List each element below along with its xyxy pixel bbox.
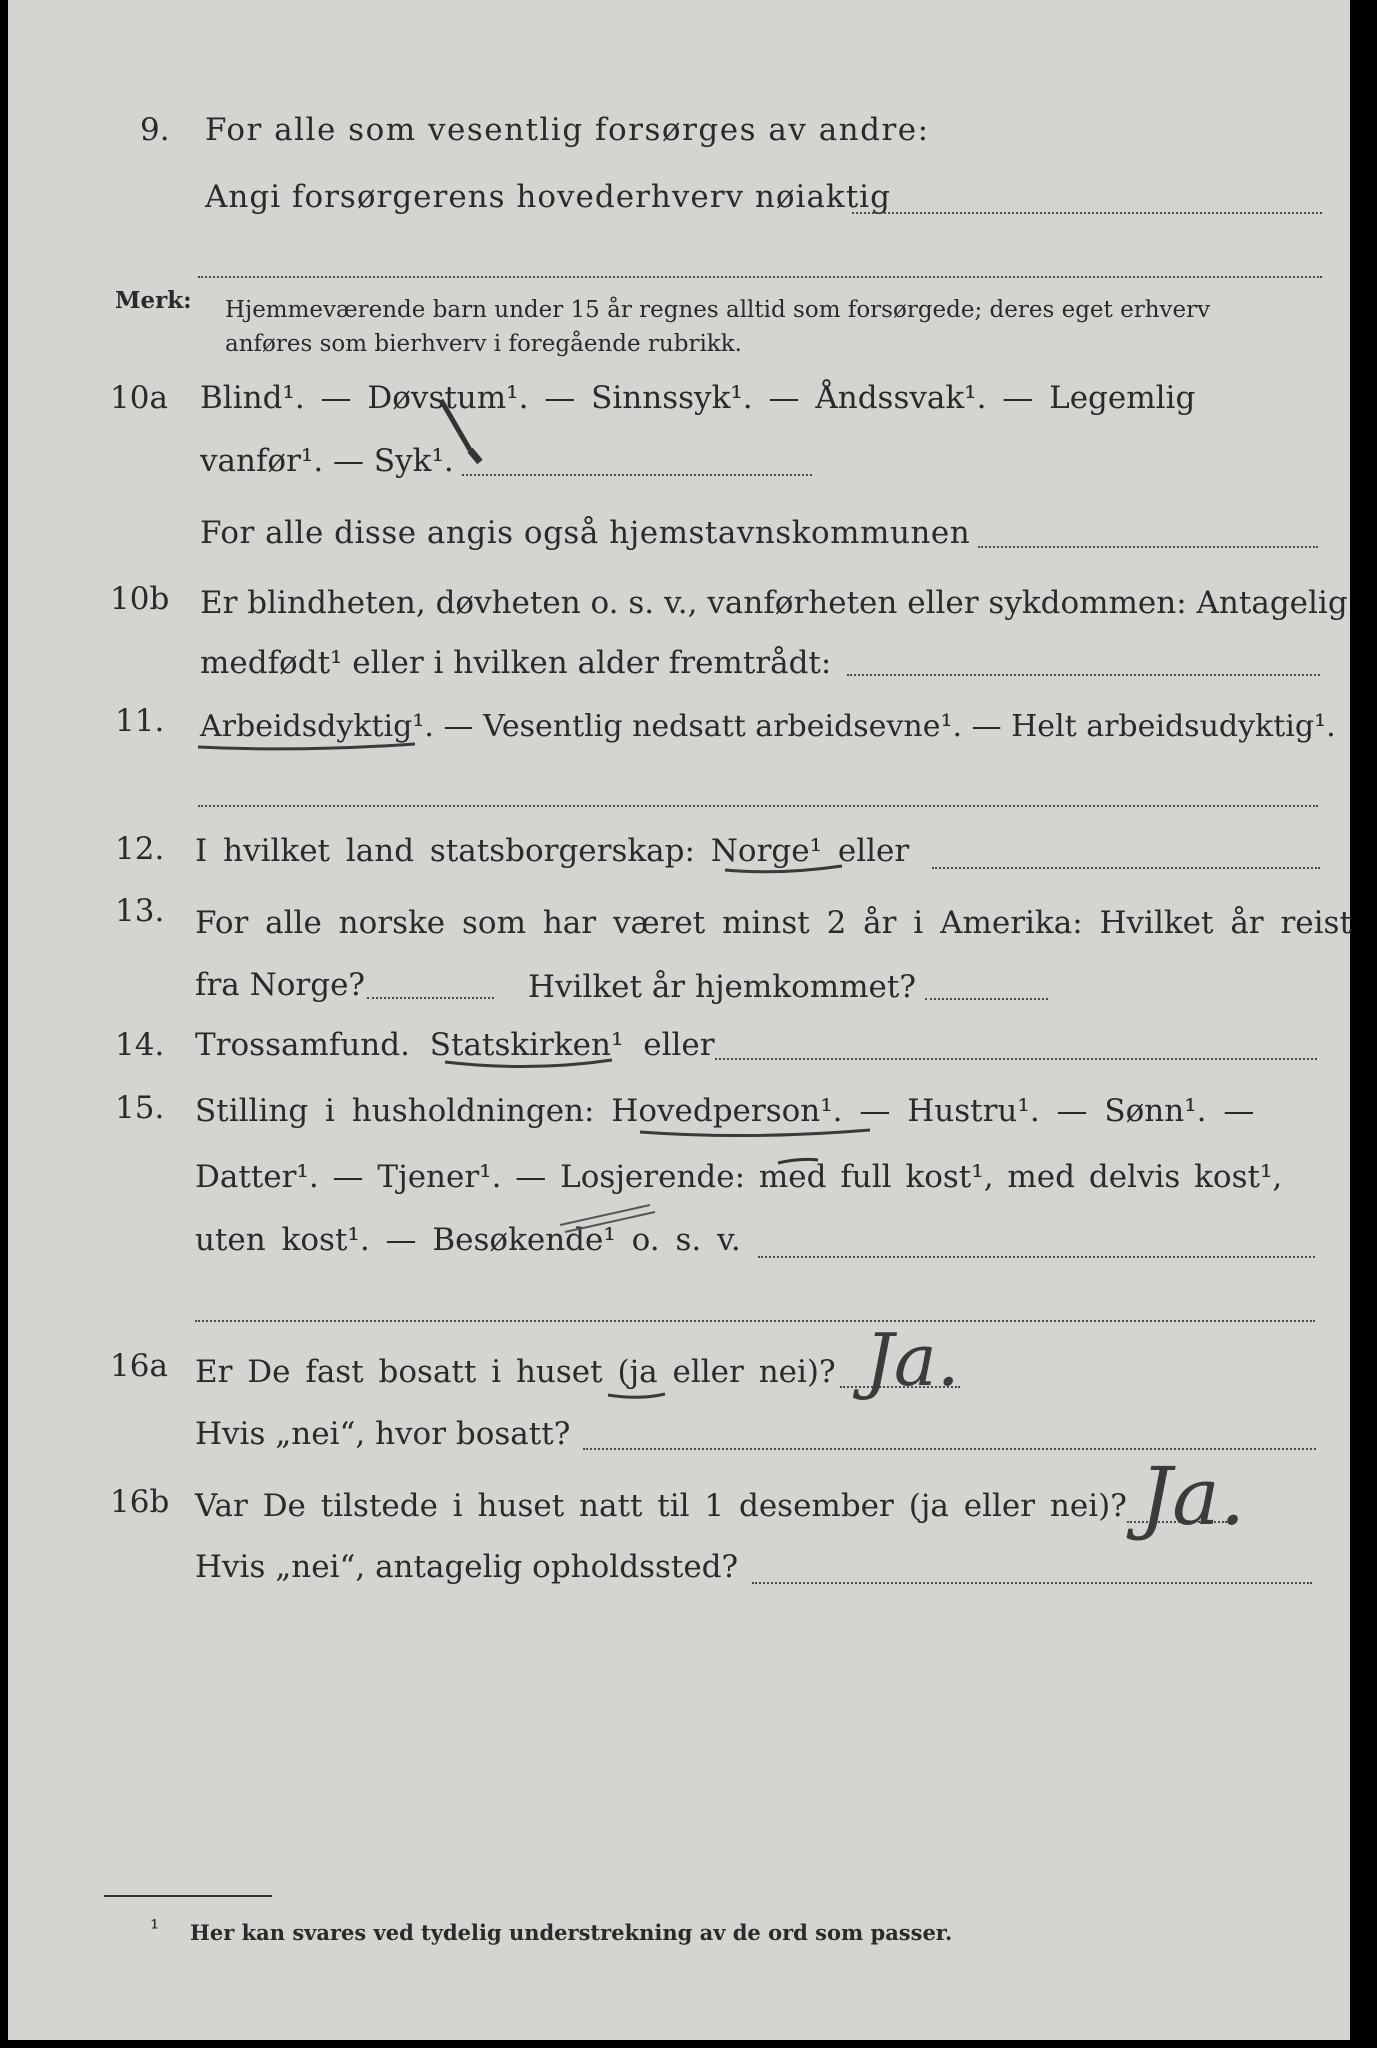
q10b-line1: Er blindheten, døvheten o. s. v., vanførheten eller sykdommen: Antagelig — [200, 585, 1348, 621]
q13-line1: For alle norske som har været minst 2 år i Amerika: Hvilket år reist — [195, 905, 1352, 941]
checkmark-tail — [470, 450, 480, 462]
q15-line2: Datter¹. — Tjener¹. — Losjerende: med full kost¹, med delvis kost¹, — [195, 1159, 1283, 1195]
footnote-mark: ¹ — [150, 1916, 160, 1942]
q9-line1: For alle som vesentlig forsørges av andre: — [205, 112, 930, 148]
underline-ja — [608, 1394, 665, 1397]
q10a-line1: Blind¹. — Døvstum¹. — Sinnssyk¹. — Åndssvak¹. — Legemlig — [200, 380, 1196, 416]
merk-label: Merk: — [115, 287, 192, 314]
q16a-line1: Er De fast bosatt i huset (ja eller nei)? — [195, 1354, 836, 1390]
q13-line2a: fra Norge? — [195, 967, 366, 1003]
checkmark-stroke — [441, 400, 470, 450]
q16a-number: 16a — [110, 1348, 168, 1384]
q12-number: 12. — [115, 831, 165, 867]
q15-line1: Stilling i husholdningen: Hovedperson¹. — Hustru¹. — Sønn¹. — — [195, 1093, 1255, 1129]
q10a-line2: vanfør¹. — Syk¹. — [200, 443, 454, 479]
q16a-line2: Hvis „nei“, hvor bosatt? — [195, 1416, 571, 1452]
underline-hovedperson — [640, 1130, 870, 1136]
q16b-number: 16b — [110, 1484, 170, 1520]
q16b-line1: Var De tilstede i huset natt til 1 desember (ja eller nei)? — [195, 1488, 1127, 1524]
underline-norge — [725, 866, 842, 872]
q11-line1: Arbeidsdyktig¹. — Vesentlig nedsatt arbeidsevne¹. — Helt arbeidsudyktig¹. — [200, 709, 1336, 744]
q9-line2: Angi forsørgerens hovederhverv nøiaktig — [205, 179, 891, 215]
footnote-text: Her kan svares ved tydelig understrekning av de ord som passer. — [190, 1920, 953, 1945]
merk-line1: Hjemmeværende barn under 15 år regnes alltid som forsørgede; deres eget erhverv — [225, 297, 1211, 323]
q16b-handwritten-answer: Ja. — [1140, 1450, 1246, 1543]
q16a-handwritten-answer: Ja. — [865, 1318, 960, 1402]
q10a-line3: For alle disse angis også hjemstavnskommunen — [200, 515, 971, 551]
q12-line1: I hvilket land statsborgerskap: Norge¹ eller — [195, 833, 910, 869]
q13-number: 13. — [115, 893, 165, 929]
q10a-number: 10a — [110, 380, 168, 416]
q15-number: 15. — [115, 1090, 165, 1126]
q14-number: 14. — [115, 1027, 165, 1063]
q15-line3: uten kost¹. — Besøkende¹ o. s. v. — [195, 1222, 741, 1258]
merk-line2: anføres som bierhverv i foregående rubrikk. — [225, 331, 742, 357]
tick-full-kost — [778, 1159, 818, 1163]
q9-number: 9. — [140, 112, 170, 148]
underline-statskirken — [445, 1060, 612, 1067]
strike-losjerende-1 — [560, 1205, 650, 1225]
q13-line2b: Hvilket år hjemkommet? — [528, 969, 916, 1005]
q10b-number: 10b — [110, 581, 170, 617]
q11-number: 11. — [115, 703, 165, 739]
q16b-line2: Hvis „nei“, antagelig opholdssted? — [195, 1549, 739, 1585]
q14-line1: Trossamfund. Statskirken¹ eller — [195, 1027, 715, 1063]
underline-arbeidsdyktig — [198, 744, 415, 749]
strike-losjerende-2 — [565, 1212, 655, 1232]
q10b-line2: medfødt¹ eller i hvilken alder fremtrådt: — [200, 645, 832, 681]
